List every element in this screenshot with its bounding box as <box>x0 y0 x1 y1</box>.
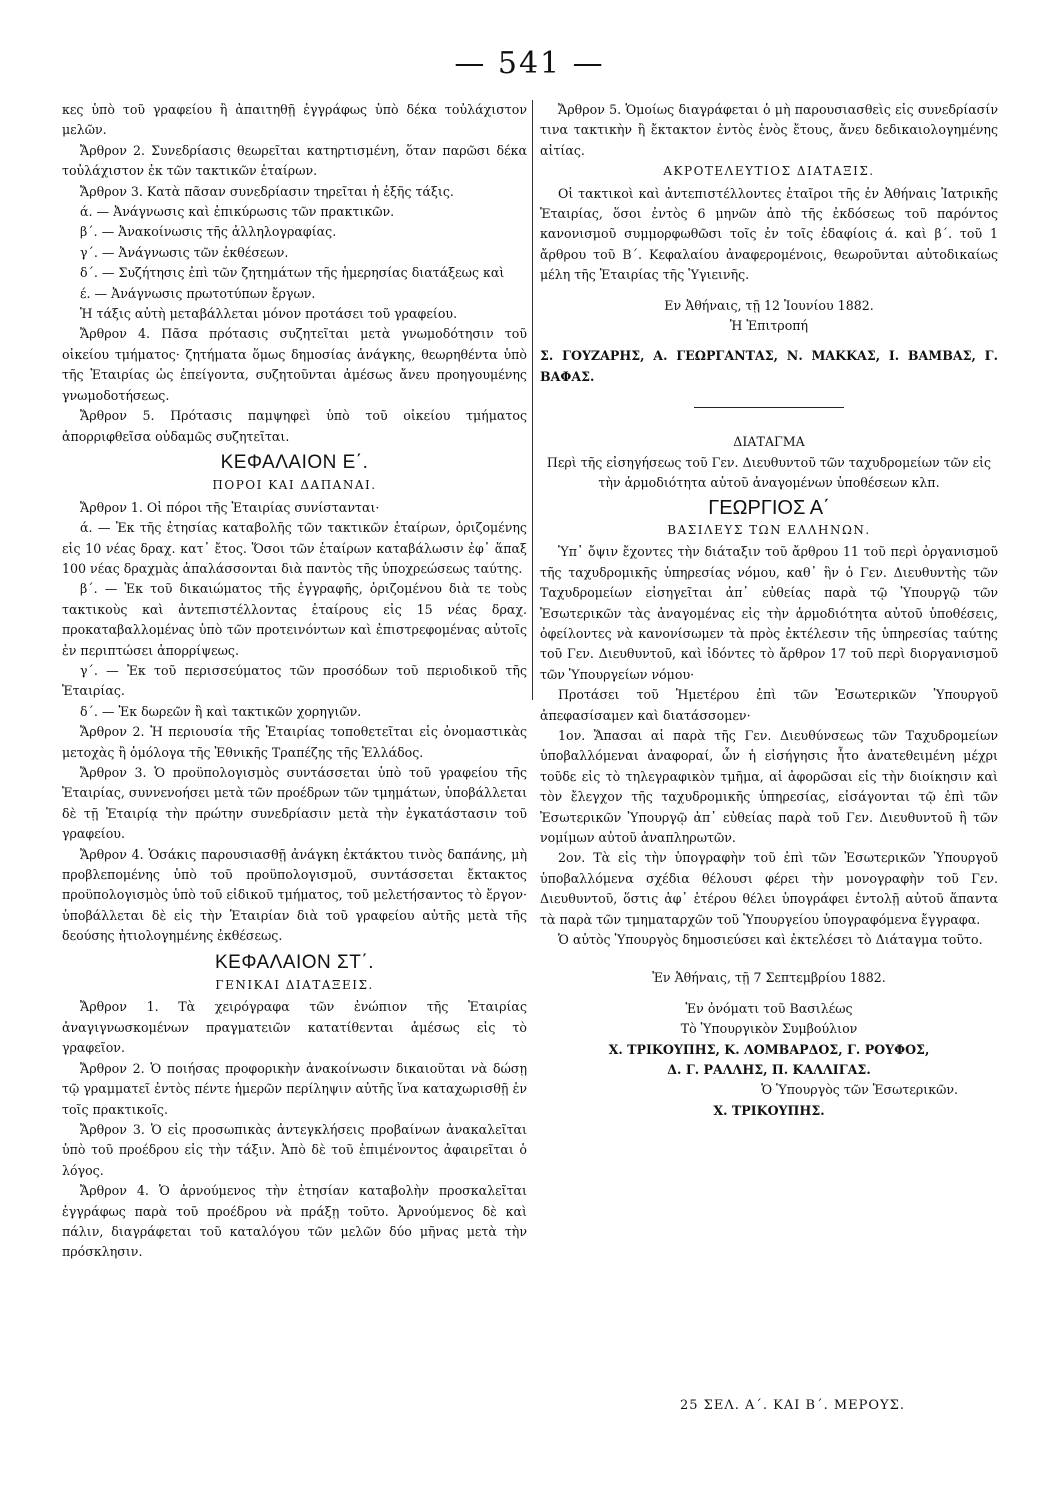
article-4: Ἄρθρον 4. Πᾶσα πρότασις συζητεῖται μετὰ γνωμοδότησιν τοῦ οἰκείου τμήματος· ζητήματα ὅμως δημοσίας ἀνάγκης, θεωρηθέντα ὑπὸ τῆς Ἑταιρίας ὡς ἐπείγοντα, συζητοῦνται ἀμέσως ἄνευ προηγουμένης γνωμοδοτήσεως. <box>62 326 527 403</box>
article-2: Ἄρθρον 2. Ὁ ποιήσας προφορικὴν ἀνακοίνωσιν δικαιοῦται νὰ δώσῃ τῷ γραμματεῖ ἐντὸς πέντε ἡμερῶν περίληψιν αὐτῆς ἵνα καταχωρισθῇ ἐν τοῖς πρακτικοῖς. <box>62 1060 527 1117</box>
chapter-subheading: ΠΟΡΟΙ ΚΑΙ ΔΑΠΑΝΑΙ. <box>212 478 377 493</box>
transitional-heading: ΑΚΡΟΤΕΛΕΥΤΙΟΣ ΔΙΑΤΑΞΙΣ. <box>663 164 875 179</box>
decree-item-2: 2ον. Τὰ εἰς τὴν ὑπογραφὴν τοῦ ἐπὶ τῶν Ἐσωτερικῶν Ὑπουργοῦ ὑποβαλλόμενα σχέδια θέλουσι φέρει τὴν μονογραφὴν τοῦ Γεν. Διευθυντοῦ, ὅστις ἀφ᾽ ἑτέρου θέλει ὑπογράφει ἐντολῇ αὐτοῦ ἅπαντα τὰ παρὰ τῶν τμηματαρχῶν τοῦ Ὑπουργείου ὑπογραφόμενα ἔγγραφα. <box>540 850 998 927</box>
decree-item-1: 1ον. Ἅπασαι αἱ παρὰ τῆς Γεν. Διευθύνσεως τῶν Ταχυδρομείων ὑποβαλλόμεναι ἀναφοραί, ὧν ἡ εἰσήγησις ἦτο ἀνατεθειμένη μέχρι τοῦδε εἰς τὸ τηλεγραφικὸν τμῆμα, αἱ ἀφορῶσαι εἰς τὴν διοίκησιν καὶ τὸν ἔλεγχον τῆς ταχυδρομικῆς ὑπηρεσίας, εἰσάγονται τῷ ἐπὶ τῶν Ἐσωτερικῶν Ὑπουργῷ ἀπ᾽ εὐθείας παρὰ τοῦ Γεν. Διευθυντοῦ ἢ τῶν νομίμων αὐτοῦ ἀναπληρωτῶν. <box>540 727 998 845</box>
article-5: Ἄρθρον 5. Ὁμοίως διαγράφεται ὁ μὴ παρουσιασθεὶς εἰς συνεδρίασίν τινα τακτικὴν ἢ ἔκτακτον ἐντὸς ἑνὸς ἔτους, ἄνευ δεδικαιολογημένης αἰτίας. <box>540 102 998 158</box>
chapter-heading: ΚΕΦΑΛΑΙΟΝ Ε΄. <box>220 451 369 473</box>
right-column <box>540 100 998 1121</box>
paragraph: Ἡ τάξις αὐτὴ μεταβάλλεται μόνον προτάσει τοῦ γραφείου. <box>80 306 458 322</box>
in-name-line: Ἐν ὀνόματι τοῦ Βασιλέως <box>685 1000 853 1016</box>
king-title: ΒΑΣΙΛΕΥΣ ΤΩΝ ΕΛΛΗΝΩΝ. <box>667 522 871 537</box>
list-item: δ΄. — Συζήτησις ἐπὶ τῶν ζητημάτων τῆς ἡμερησίας διατάξεως καὶ <box>80 265 505 281</box>
minister-title: Ὁ Ὑπουργὸς τῶν Ἐσωτερικῶν. <box>761 1082 958 1098</box>
divider-rule <box>694 407 844 408</box>
date-line: Ἐν Ἀθήναις, τῇ 7 Σεπτεμβρίου 1882. <box>652 970 886 986</box>
list-item: γ΄. — Ἀνάγνωσις τῶν ἐκθέσεων. <box>80 244 289 260</box>
article-1: Ἄρθρον 1. Οἱ πόροι τῆς Ἑταιρίας συνίστανται· <box>80 499 380 515</box>
footer-signature: 25 ΣΕΛ. Α΄. ΚΑΙ Β΄. ΜΕΡΟΥΣ. <box>680 1398 905 1413</box>
signatories: Δ. Γ. ΡΑΛΛΗΣ, Π. ΚΑΛΛΙΓΑΣ. <box>667 1062 871 1078</box>
decree-title: ΔΙΑΤΑΓΜΑ <box>733 434 805 450</box>
list-item: β΄. — Ἀνακοίνωσις τῆς ἀλληλογραφίας. <box>80 224 337 240</box>
left-column <box>62 100 527 1263</box>
article-4: Ἄρθρον 4. Ὁσάκις παρουσιασθῇ ἀνάγκη ἐκτάκτου τινὸς δαπάνης, μὴ προβλεπομένης ὑπὸ τοῦ προϋπολογισμοῦ, συντάσσεται ἔκτακτος προϋπολογισμὸς ὑπὸ τοῦ εἰδικοῦ τμήματος, τοῦ μελετήσαντος τὸ ἔργον· ὑποβάλλεται δὲ εἰς τὴν Ἑταιρίαν διὰ τοῦ γραφείου αὐτῆς μετὰ τῆς δεούσης ἠτιολογημένης ἐκθέσεως. <box>62 846 527 944</box>
list-item: ά. — Ἀνάγνωσις καὶ ἐπικύρωσις τῶν πρακτικῶν. <box>80 204 395 220</box>
paragraph: Οἱ τακτικοὶ καὶ ἀντεπιστέλλοντες ἑταῖροι τῆς ἐν Ἀθήναις Ἰατρικῆς Ἑταιρίας, ὅσοι ἐντὸς 6 μηνῶν ἀπὸ τῆς ἐκδόσεως τοῦ παρόντος κανονισμοῦ συμμορφωθῶσι τοῖς ἐν τοῖς ἐδαφίοις ά. καὶ β΄. τοῦ 1 ἄρθρου τοῦ Β΄. Κεφαλαίου ἀναφερομένοις, θεωροῦνται αὐτοδικαίως μέλη τῆς Ἑταιρίας τῆς Ὑγιεινῆς. <box>540 185 998 283</box>
chapter-heading: ΚΕΦΑΛΑΙΟΝ ΣΤ΄. <box>214 951 374 973</box>
king-name: ΓΕΩΡΓΙΟΣ Α΄ <box>708 496 830 519</box>
list-item: γ΄. — Ἐκ τοῦ περισσεύματος τῶν προσόδων τοῦ περιοδικοῦ τῆς Ἑταιρίας. <box>62 662 527 699</box>
article-5: Ἄρθρον 5. Πρότασις παμψηφεὶ ὑπὸ τοῦ οἰκείου τμήματος ἀπορριφθεῖσα οὐδαμῶς συζητεῖται. <box>62 408 527 444</box>
list-item: δ΄. — Ἐκ δωρεῶν ἢ καὶ τακτικῶν χορηγιῶν. <box>80 703 362 719</box>
column-divider <box>532 100 533 700</box>
article-1: Ἄρθρον 1. Τὰ χειρόγραφα τῶν ἐνώπιον τῆς Ἑταιρίας ἀναγιγνωσκομένων πραγματειῶν κατατίθενται ἀμέσως εἰς τὸ γραφεῖον. <box>62 999 527 1056</box>
minister-name: Χ. ΤΡΙΚΟΥΠΗΣ. <box>713 1102 825 1118</box>
article-3: Ἄρθρον 3. Κατὰ πᾶσαν συνεδρίασιν τηρεῖται ἡ ἑξῆς τάξις. <box>80 183 454 199</box>
page-number: — 541 — <box>454 46 605 81</box>
article-3: Ἄρθρον 3. Ὁ εἰς προσωπικὰς ἀντεγκλήσεις προβαίνων ἀνακαλεῖται ὑπὸ τοῦ προέδρου εἰς τὴν τάξιν. Ἀπὸ δὲ τοῦ ἐπιμένοντος ἀφαιρεῖται ὁ λόγος. <box>62 1121 527 1178</box>
paragraph: Ὁ αὐτὸς Ὑπουργὸς δημοσιεύσει καὶ ἐκτελέσει τὸ Διάταγμα τοῦτο. <box>558 932 983 948</box>
decree-subject: Περὶ τῆς εἰσηγήσεως τοῦ Γεν. Διευθυντοῦ τῶν ταχυδρομείων τῶν εἰς τὴν ἁρμοδιότητα αὐτοῦ ἀναγομένων ὑποθέσεων κλπ. <box>546 454 992 491</box>
paragraph: κες ὑπὸ τοῦ γραφείου ἢ ἀπαιτηθῇ ἐγγράφως ὑπὸ δέκα τοὐλάχιστον μελῶν. <box>62 102 527 138</box>
committee-label: Ἡ Ἐπιτροπή <box>729 318 809 334</box>
article-2: Ἄρθρον 2. Συνεδρίασις θεωρεῖται κατηρτισμένη, ὅταν παρῶσι δέκα τοὐλάχιστον ἐκ τῶν τακτικῶν ἑταίρων. <box>62 142 527 179</box>
date-line: Εν Ἀθήναις, τῇ 12 Ἰουνίου 1882. <box>664 297 874 313</box>
council-label: Τὸ Ὑπουργικὸν Συμβούλιον <box>680 1021 858 1037</box>
list-item: β΄. — Ἐκ τοῦ δικαιώματος τῆς ἐγγραφῆς, ὁριζομένου διὰ τε τοὺς τακτικοὺς καὶ ἀντεπιστέλλοντας ἑταίρους εἰς 15 νέας δραχ. προκαταβαλλομένας ὑπὸ τῶν προτεινόντων καὶ ἐπιστρεφομένας αὐτοῖς ἐν περιπτώσει ἀπορρίψεως. <box>62 581 527 658</box>
article-3: Ἄρθρον 3. Ὁ προϋπολογισμὸς συντάσσεται ὑπὸ τοῦ γραφείου τῆς Ἑταιρίας, συννενοήσει μετὰ τῶν προέδρων τῶν τμημάτων, ὑποβάλλεται δὲ τῇ Ἑταιρίᾳ τὴν πρώτην συνεδρίασιν μετὰ τὴν ἐγκατάστασιν τοῦ γραφείου. <box>62 765 528 842</box>
list-item: ά. — Ἐκ τῆς ἐτησίας καταβολῆς τῶν τακτικῶν ἑταίρων, ὁριζομένης εἰς 10 νέας δραχ. κατ᾽ ἔτος. Ὅσοι τῶν ἑταίρων καταβάλωσιν ἐφ᾽ ἅπαξ 100 νέας δραχμὰς ἀπαλάσσονται διὰ παντὸς τῆς ὑποχρεώσεως ταύτης. <box>62 520 527 576</box>
article-2: Ἄρθρον 2. Ἡ περιουσία τῆς Ἑταιρίας τοποθετεῖται εἰς ὀνομαστικὰς μετοχὰς ἢ ὁμόλογα τῆς Ἐθνικῆς Τραπέζης τῆς Ἑλλάδος. <box>62 724 527 760</box>
signatories: Χ. ΤΡΙΚΟΥΠΗΣ, Κ. ΛΟΜΒΑΡΔΟΣ, Γ. ΡΟΥΦΟΣ, <box>608 1041 930 1057</box>
paragraph: Προτάσει τοῦ Ἡμετέρου ἐπὶ τῶν Ἐσωτερικῶν Ὑπουργοῦ ἀπεφασίσαμεν καὶ διατάσσομεν· <box>540 687 998 723</box>
article-4: Ἄρθρον 4. Ὁ ἀρνούμενος τὴν ἐτησίαν καταβολὴν προσκαλεῖται ἐγγράφως παρὰ τοῦ προέδρου νὰ πράξῃ τοῦτο. Ἀρνούμενος δὲ καὶ πάλιν, διαγράφεται τοῦ καταλόγου τῶν μελῶν δύο μῆνας μετὰ τὴν πρόσκλησιν. <box>62 1183 527 1260</box>
signatories: Σ. ΓΟΥΖΑΡΗΣ, Α. ΓΕΩΡΓΑΝΤΑΣ, Ν. ΜΑΚΚΑΣ, Ι. ΒΑΜΒΑΣ, Γ. ΒΑΦΑΣ. <box>540 348 998 384</box>
list-item: έ. — Ἀνάγνωσις πρωτοτύπων ἔργων. <box>80 285 316 301</box>
paragraph: Ὑπ᾽ ὄψιν ἔχοντες τὴν διάταξιν τοῦ ἄρθρου 11 τοῦ περὶ ὀργανισμοῦ τῆς ταχυδρομικῆς ὑπηρεσίας νόμου, καθ᾽ ἣν ὁ Γεν. Διευθυντὴς τῶν Ταχυδρομείων εἰσηγεῖται ἀπ᾽ εὐθείας παρὰ τῷ Ὑπουργῷ τῶν Ἐσωτερικῶν τὰς ἀναγομένας εἰς τὴν ἁρμοδιότητα αὐτοῦ ὑποθέσεις, ὀφείλοντες νὰ κανονίσωμεν τὰ πρὸς ἐκτέλεσιν τῆς ὑπηρεσίας ταύτης τοῦ Γεν. Διευθυντοῦ, καὶ ἰδόντες τὸ ἄρθρον 17 τοῦ περὶ διοργανισμοῦ τῶν Ὑπουργείων νόμου· <box>540 544 998 682</box>
chapter-subheading: ΓΕΝΙΚΑΙ ΔΙΑΤΑΞΕΙΣ. <box>215 978 374 993</box>
